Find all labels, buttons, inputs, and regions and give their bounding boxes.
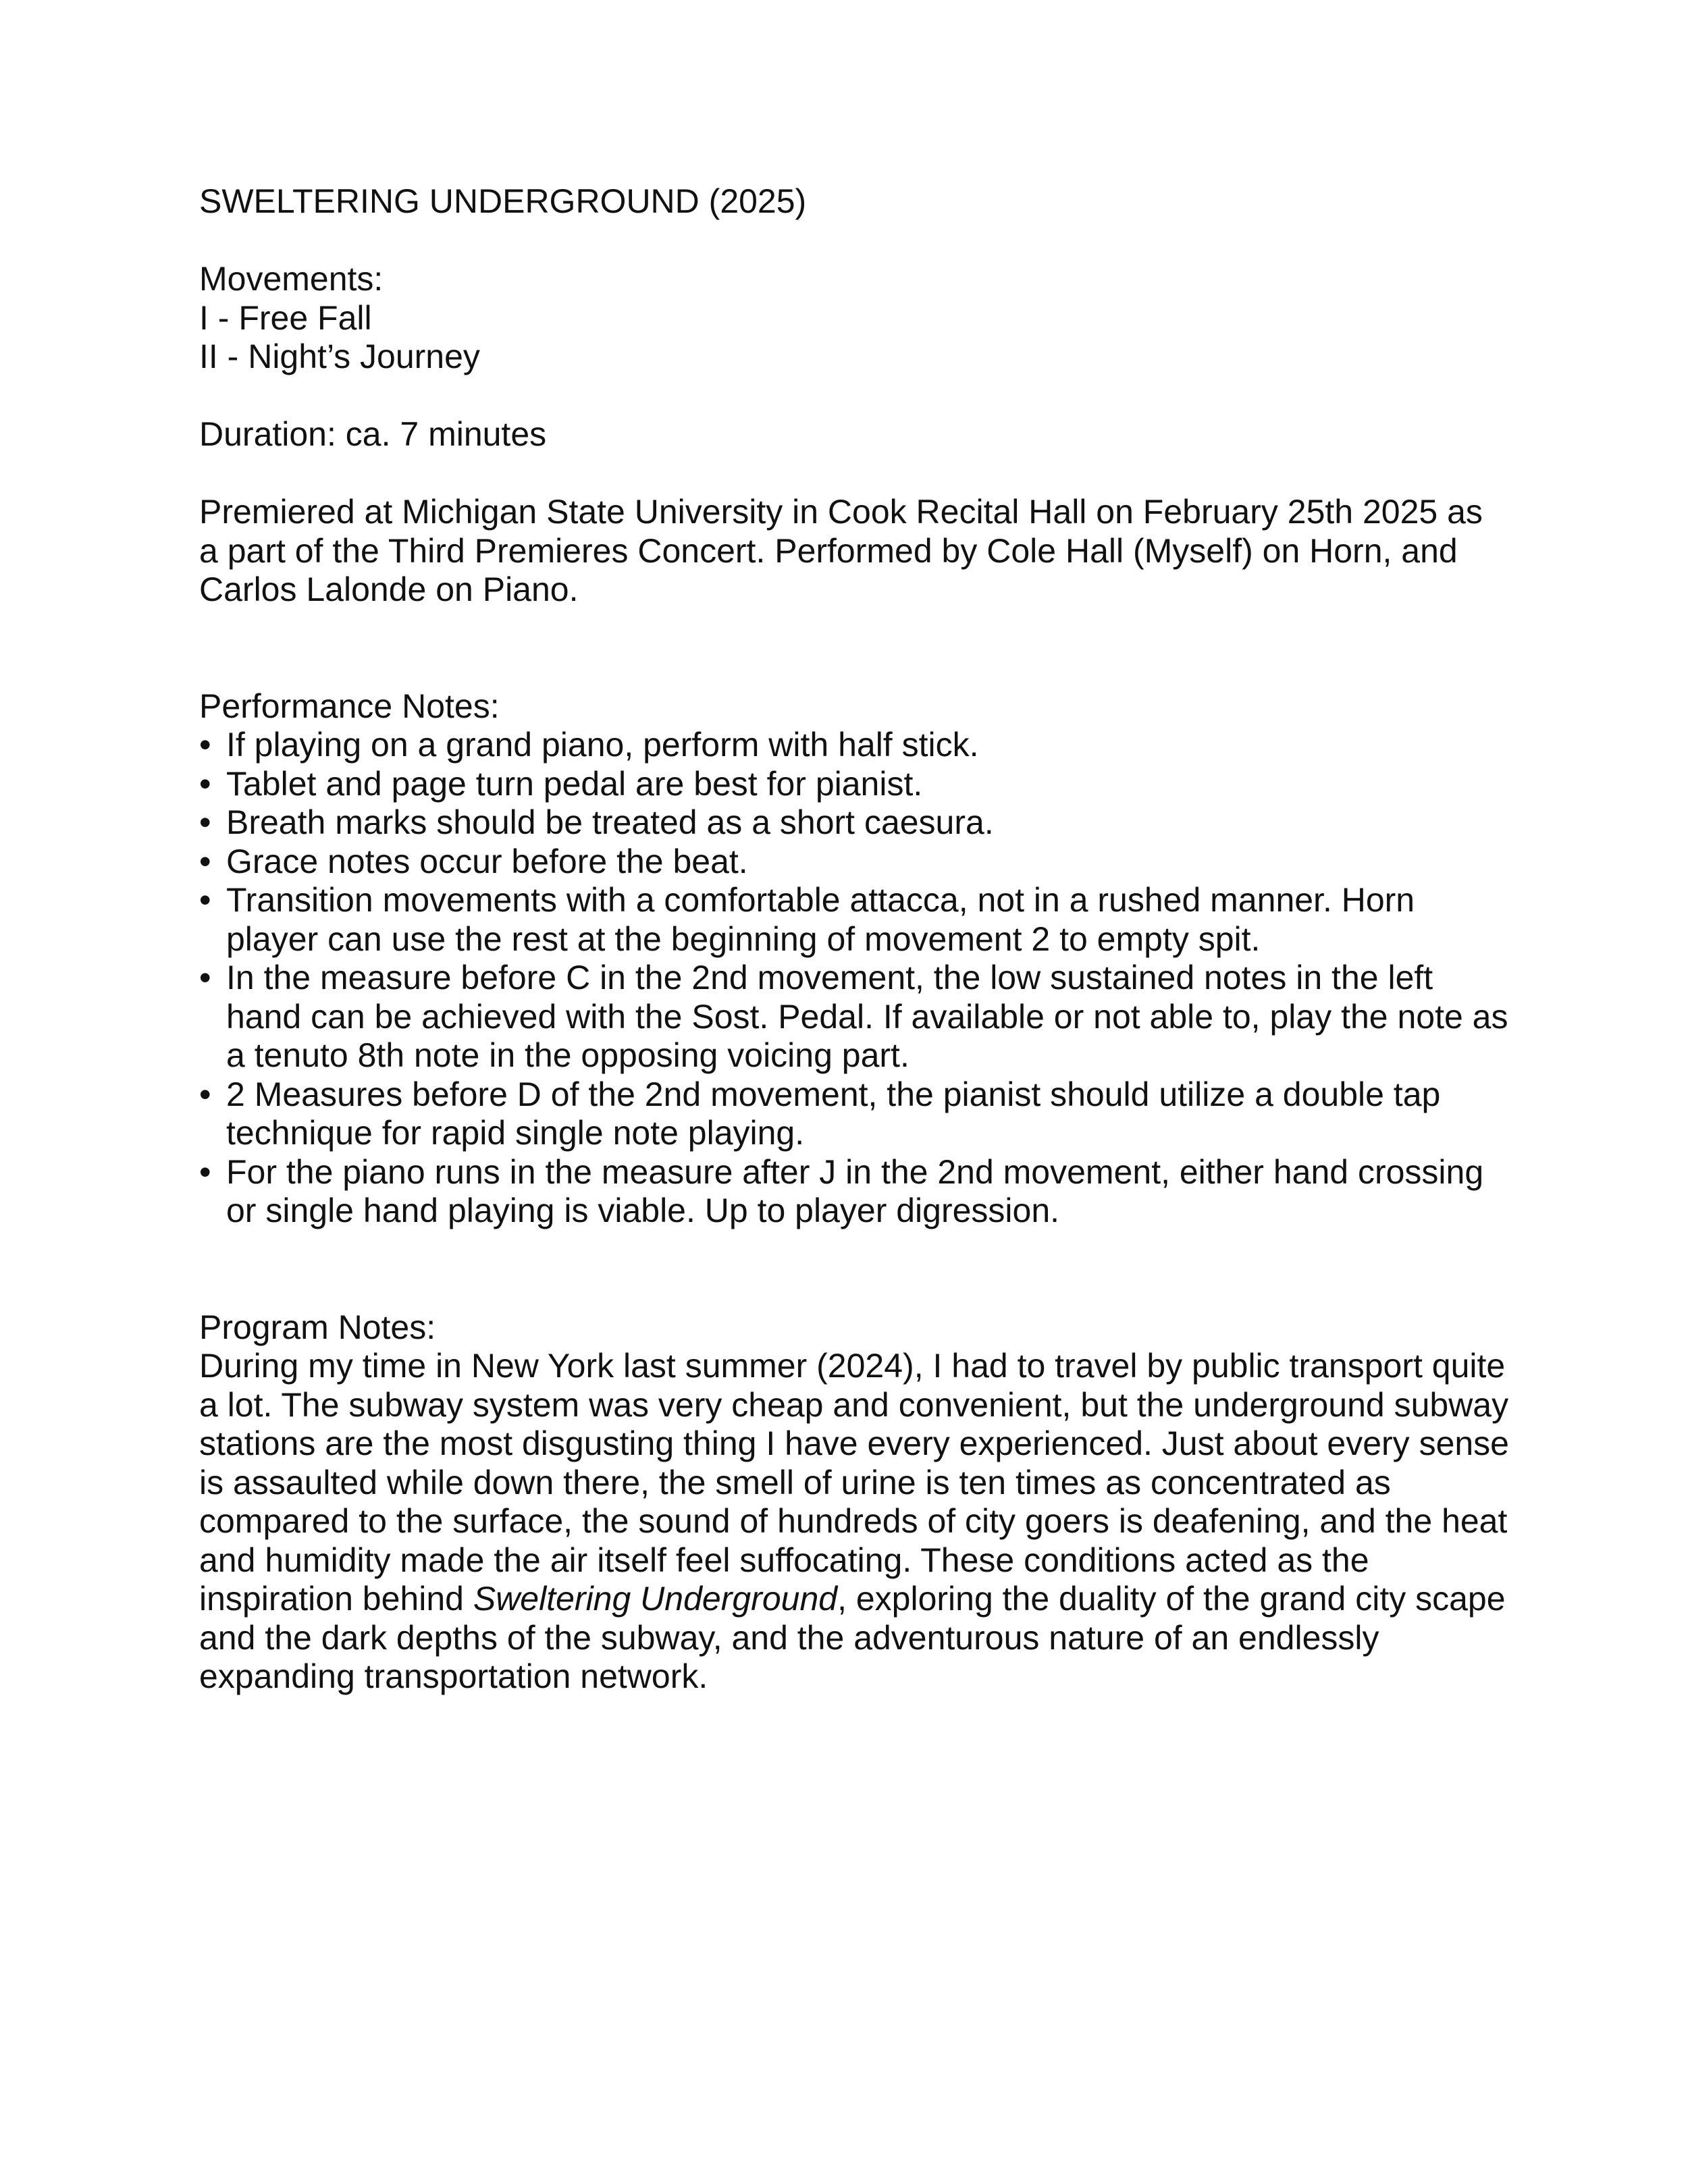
- duration-text: Duration: ca. 7 minutes: [199, 415, 547, 453]
- movement-item: I - Free Fall: [199, 298, 372, 337]
- bullet-icon: •: [199, 803, 211, 841]
- program-notes-text: During my time in New York last summer (2024), I had to travel by public transport quite a lot. The subway system was very cheap and convenient, but the underground subway stations are the most disgusting thing I have every experienced. Just about every sense is assaulted while down there, the smell of urine is ten times as concentrated as compared to the surface, the sound of hundreds of city goers is deafening, and the heat and humidity made the air itself feel suffocating. These conditions acted as the inspiration behind: [199, 1347, 1509, 1618]
- list-item: [199, 726, 1509, 765]
- list-item: [199, 803, 1509, 843]
- list-item: [199, 959, 1509, 1075]
- program-notes-text: , exploring the duality of the grand city scape and the dark depths of the subway, and the adventurous nature of an endlessly expanding transportation network.: [199, 1580, 1506, 1695]
- document-page: [199, 182, 1509, 1697]
- performance-notes-heading: Performance Notes:: [199, 687, 500, 725]
- list-item-text: 2 Measures before D of the 2nd movement, the pianist should utilize a double tap technique for rapid single note playing.: [226, 1075, 1441, 1152]
- bullet-icon: •: [199, 881, 211, 919]
- list-item-text: If playing on a grand piano, perform with half stick.: [226, 726, 979, 764]
- bullet-icon: •: [199, 842, 211, 880]
- list-item-text: Transition movements with a comfortable attacca, not in a rushed manner. Horn player can use the rest at the beginning of movement 2 to empty spit.: [226, 881, 1415, 958]
- bullet-icon: •: [199, 959, 211, 996]
- list-item: [199, 1153, 1509, 1231]
- performance-notes-list: [199, 726, 1509, 1231]
- list-item: [199, 1075, 1509, 1153]
- bullet-icon: •: [199, 1152, 211, 1191]
- document-title: SWELTERING UNDERGROUND (2025): [199, 182, 807, 220]
- bullet-icon: •: [199, 726, 211, 764]
- program-notes-italic-title: Sweltering Underground: [473, 1580, 838, 1618]
- list-item: [199, 843, 1509, 882]
- list-item-text: For the piano runs in the measure after J in the 2nd movement, either hand crossing or single hand playing is viable. Up to player digression.: [226, 1152, 1484, 1229]
- list-item-text: In the measure before C in the 2nd movement, the low sustained notes in the left hand can be achieved with the Sost. Pedal. If available or not able to, play the note as a tenuto 8th note in the opposing voicing part.: [226, 959, 1508, 1074]
- list-item: [199, 765, 1509, 804]
- list-item-text: Grace notes occur before the beat.: [226, 842, 748, 880]
- list-item-text: Breath marks should be treated as a short caesura.: [226, 803, 994, 841]
- premiere-paragraph: Premiered at Michigan State University in Cook Recital Hall on February 25th 2025 as a part of the Third Premieres Concert. Performed by Cole Hall (Myself) on Horn, and Carlos Lalonde on Piano.: [199, 493, 1483, 608]
- movements-heading: Movements:: [199, 260, 384, 298]
- bullet-icon: •: [199, 1075, 211, 1113]
- program-notes-heading: Program Notes:: [199, 1308, 436, 1346]
- program-notes-paragraph: [199, 1347, 1509, 1697]
- bullet-icon: •: [199, 764, 211, 803]
- list-item-text: Tablet and page turn pedal are best for pianist.: [226, 764, 923, 803]
- movement-item: II - Night’s Journey: [199, 338, 480, 375]
- list-item: [199, 881, 1509, 959]
